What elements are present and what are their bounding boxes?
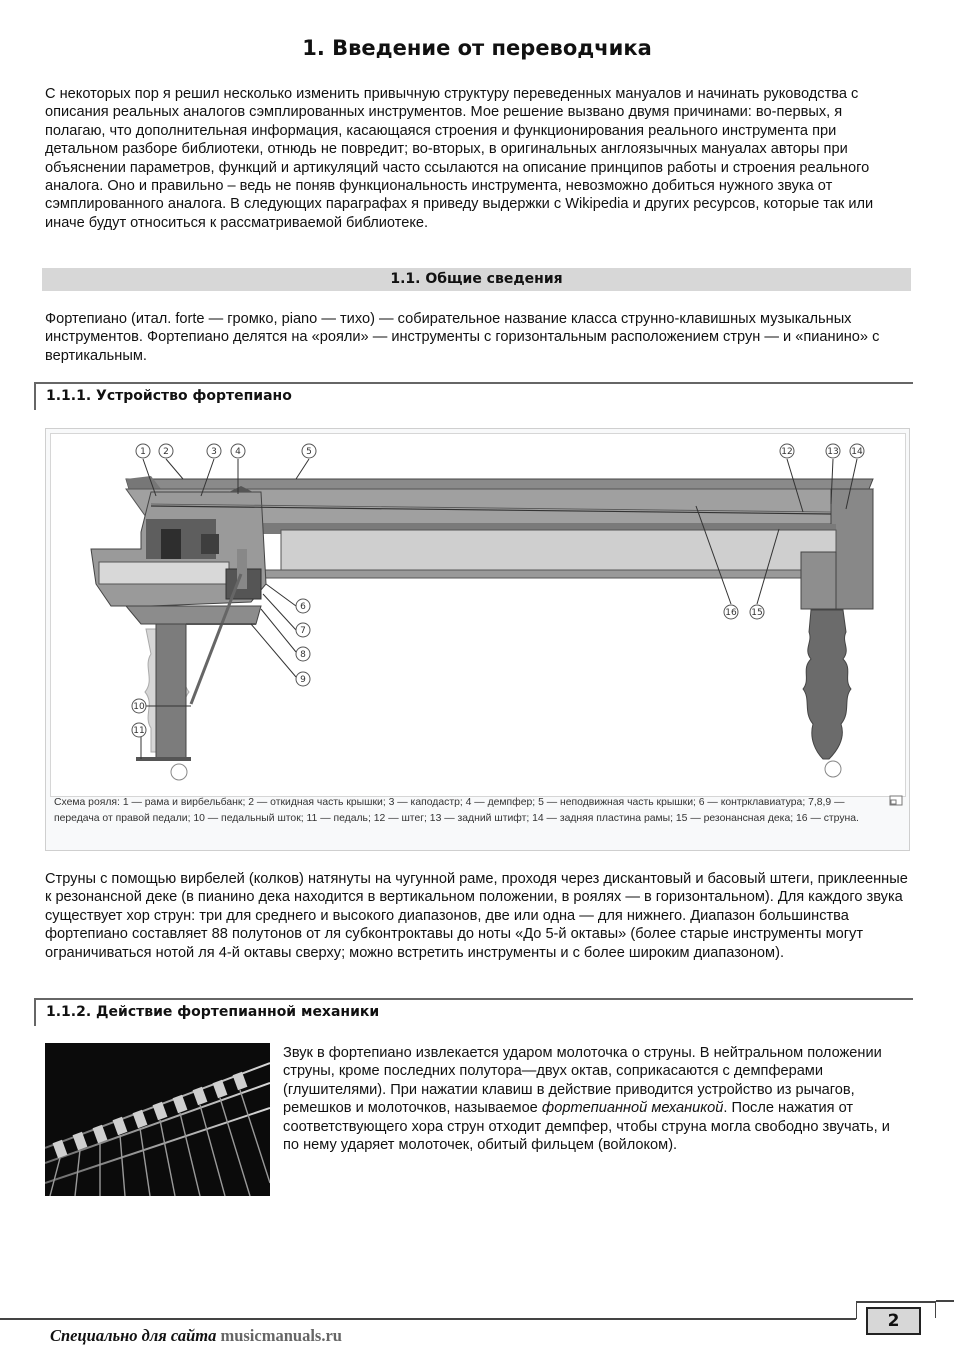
svg-text:12: 12	[781, 447, 793, 457]
callout-5	[302, 444, 316, 458]
piano-hammers-photo	[45, 1043, 270, 1196]
page-number: 2	[866, 1307, 921, 1335]
enlarge-icon[interactable]	[889, 795, 903, 807]
callout-13	[826, 444, 840, 458]
subsection-heading-1-label: 1.1.1. Устройство фортепиано	[46, 388, 292, 404]
subsection-heading-2-label: 1.1.2. Действие фортепианной механики	[46, 1004, 380, 1020]
strings-paragraph: Струны с помощью вирбелей (колков) натянуты на чугунной раме, проходя через дискантовый и басовый штеги, приклеенные к резонансной деке (в пианино дека находится в вертикальном положении, в роялях — в горизонтальном). Для каждого звука существует хор струн: три для среднего и высокого диапазонов, две или одна — для нижнего. Диапазон большинства фортепиано составляет 88 полутонов от ля субконтроктавы до ноты «До 5-й октавы» (более старые инструменты могут ограничиваться нотой ля 4-й октавы сверху; можно встретить инструменты и с более широким диапазоном).	[45, 871, 908, 961]
svg-text:13: 13	[827, 447, 839, 457]
section-paragraph: Фортепиано (итал. forte — громко, piano — тихо) — собирательное название класса струнно-клавишных музыкальных инструментов. Фортепиано делятся на «рояли» — инструменты с горизонтальным расположением струн — и «пианино» с вертикальным.	[45, 311, 880, 364]
action-text-1: Звук в фортепиано извлекается ударом молоточка о струны. В нейтральном положении струны, кроме последних полутора—двух октав, соприкасаются с демпферами (глушителями). При нажатии клавиш в действие приводится устройство из рычагов, ремешков и молоточков, называемое	[283, 1045, 882, 1117]
callout-9	[296, 672, 310, 686]
svg-text:11: 11	[133, 726, 145, 736]
footer-rule	[0, 1318, 856, 1320]
callout-12	[780, 444, 794, 458]
svg-text:8: 8	[300, 650, 306, 660]
subsection-heading-2	[34, 998, 913, 1026]
svg-text:1: 1	[140, 447, 146, 457]
callout-8	[296, 647, 310, 661]
callout-10	[132, 699, 146, 713]
svg-text:7: 7	[300, 626, 306, 636]
svg-text:5: 5	[306, 447, 312, 457]
section-heading: 1.1. Общие сведения	[390, 271, 563, 287]
svg-text:9: 9	[300, 675, 306, 685]
action-paragraph	[283, 1044, 893, 1154]
callout-4	[231, 444, 245, 458]
piano-diagram[interactable]	[50, 433, 906, 797]
page-title: 1. Введение от переводчика	[302, 36, 652, 60]
callout-11	[132, 723, 146, 737]
svg-text:10: 10	[133, 702, 145, 712]
piano-diagram-figure	[45, 428, 910, 851]
svg-text:15: 15	[751, 608, 763, 618]
svg-text:14: 14	[851, 447, 863, 457]
svg-text:16: 16	[725, 608, 737, 618]
svg-text:6: 6	[300, 602, 306, 612]
section-heading-bar	[42, 268, 911, 291]
callout-14	[850, 444, 864, 458]
footer-rule-right	[936, 1300, 954, 1302]
subsection-heading-1	[34, 382, 913, 410]
callout-6	[296, 599, 310, 613]
svg-text:4: 4	[235, 447, 241, 457]
grand-piano-schematic	[51, 434, 905, 796]
footer-site-link[interactable]: musicmanuals.ru	[220, 1326, 342, 1345]
action-text-em: фортепианной механикой	[541, 1100, 724, 1117]
footer-credit	[50, 1326, 342, 1346]
hammers-image	[45, 1043, 270, 1196]
figure-caption: Схема рояля: 1 — рама и вирбельбанк; 2 — откидная часть крышки; 3 — каподастр; 4 — демпфер; 5 — неподвижная часть крышки; 6 — контрклавиатура; 7,8,9 — передача от правой педали; 10 — педальный шток; 11 — педаль; 12 — штег; 13 — задний штифт; 14 — задняя пластина рамы; 15 — резонансная дека; 16 — струна.	[54, 797, 859, 824]
callout-15	[750, 605, 764, 619]
svg-text:2: 2	[163, 447, 169, 457]
callout-16	[724, 605, 738, 619]
footer-label: Специально для сайта	[50, 1326, 217, 1345]
callout-2	[159, 444, 173, 458]
intro-paragraph: С некоторых пор я решил несколько изменить привычную структуру переведенных мануалов и начинать руководства с описания реальных аналогов сэмплированных инструментов. Мое решение вызвано двумя причинами: во-первых, я полагаю, что дополнительная информация, касающаяся строения и функционирования реального инструмента при детальном разборе библиотеки, отнюдь не повредит; во-вторых, в оригинальных англоязычных мануалах авторы при объяснении параметров, функций и артикуляций часто ссылаются на описание принципов работы и строения реального аналога. Оно и правильно – ведь не поняв функциональность инструмента, невозможно добиться нужного звука от сэмплированного аналога. В следующих параграфах я приведу выдержки с Wikipedia и других ресурсов, которые так или иначе будут относиться к рассматриваемой библиотеке.	[45, 86, 874, 231]
callout-3	[207, 444, 221, 458]
callout-1	[136, 444, 150, 458]
svg-text:3: 3	[211, 447, 217, 457]
action-text-2: . После нажатия от соответствующего хора струн отходит демпфер, чтобы струна могла свободно звучать, и по нему ударяет молоточек, обитый фильцем (войлоком).	[283, 1100, 890, 1154]
callout-7	[296, 623, 310, 637]
